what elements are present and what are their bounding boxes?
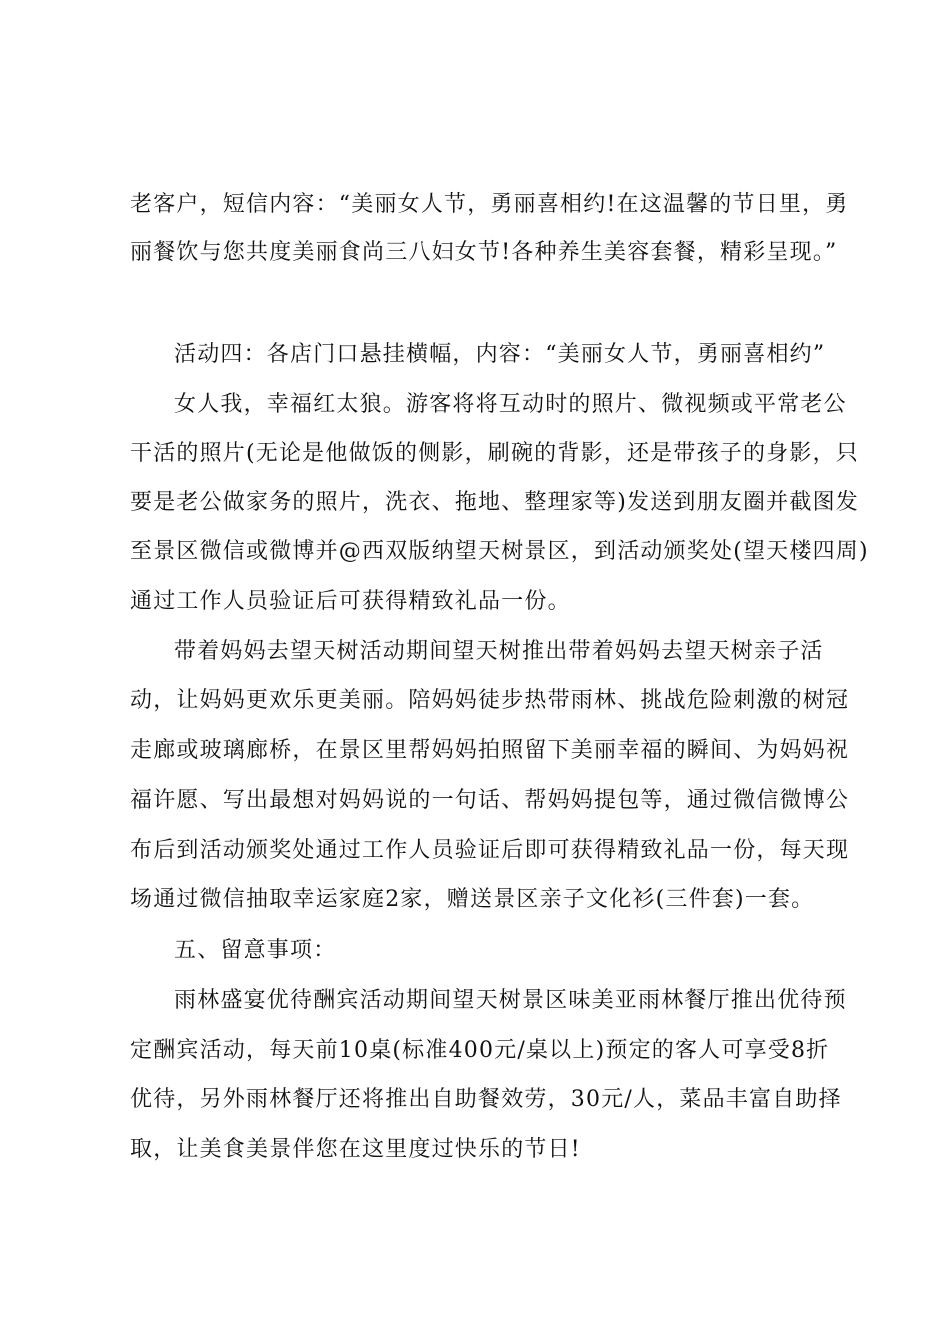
section-heading: 五、留意事项：: [174, 938, 337, 963]
text-line: 布后到活动颁奖处通过工作人员验证后即可获得精致礼品一份，每天现: [130, 838, 850, 863]
activity-four-line: 活动四：各店门口悬挂横幅，内容：“美丽女人节，勇丽喜相约”: [174, 342, 826, 367]
text-line: 老客户，短信内容：“美丽女人节，勇丽喜相约!在这温馨的节日里，勇: [130, 192, 849, 217]
text-line: 优待，另外雨林餐厅还将推出自助餐效劳，30元/人，菜品丰富自助择: [130, 1087, 842, 1112]
text-line: 定酬宾活动，每天前10桌(标准400元/桌以上)预定的客人可享受8折: [130, 1038, 830, 1063]
text-line: 干活的照片(无论是他做饭的侧影，刷碗的背影，还是带孩子的身影，只: [130, 441, 859, 466]
text-line: 女人我，幸福红太狼。游客将将互动时的照片、微视频或平常老公: [174, 392, 847, 417]
text-line: 动，让妈妈更欢乐更美丽。陪妈妈徒步热带雨林、挑战危险刺激的树冠: [130, 688, 850, 713]
text-line: 福许愿、写出最想对妈妈说的一句话、帮妈妈提包等，通过微信微博公: [130, 788, 850, 813]
text-line: 要是老公做家务的照片，洗衣、拖地、整理家等)发送到朋友圈并截图发: [130, 490, 859, 515]
text-line: 雨林盛宴优待酬宾活动期间望天树景区味美亚雨林餐厅推出优待预: [174, 988, 847, 1013]
text-line: 丽餐饮与您共度美丽食尚三八妇女节!各种养生美容套餐，精彩呈现。”: [130, 240, 838, 265]
text-line: 带着妈妈去望天树活动期间望天树推出带着妈妈去望天树亲子活: [174, 639, 824, 664]
text-line: 场通过微信抽取幸运家庭2家，赠送景区亲子文化衫(三件套)一套。: [130, 887, 815, 912]
text-line: 通过工作人员验证后可获得精致礼品一份。: [130, 589, 571, 614]
text-line: 取，让美食美景伴您在这里度过快乐的节日!: [130, 1137, 581, 1162]
text-line: 至景区微信或微博并@西双版纳望天树景区，到活动颁奖处(望天楼四周): [130, 539, 869, 564]
text-line: 走廊或玻璃廊桥，在景区里帮妈妈拍照留下美丽幸福的瞬间、为妈妈祝: [130, 738, 850, 763]
